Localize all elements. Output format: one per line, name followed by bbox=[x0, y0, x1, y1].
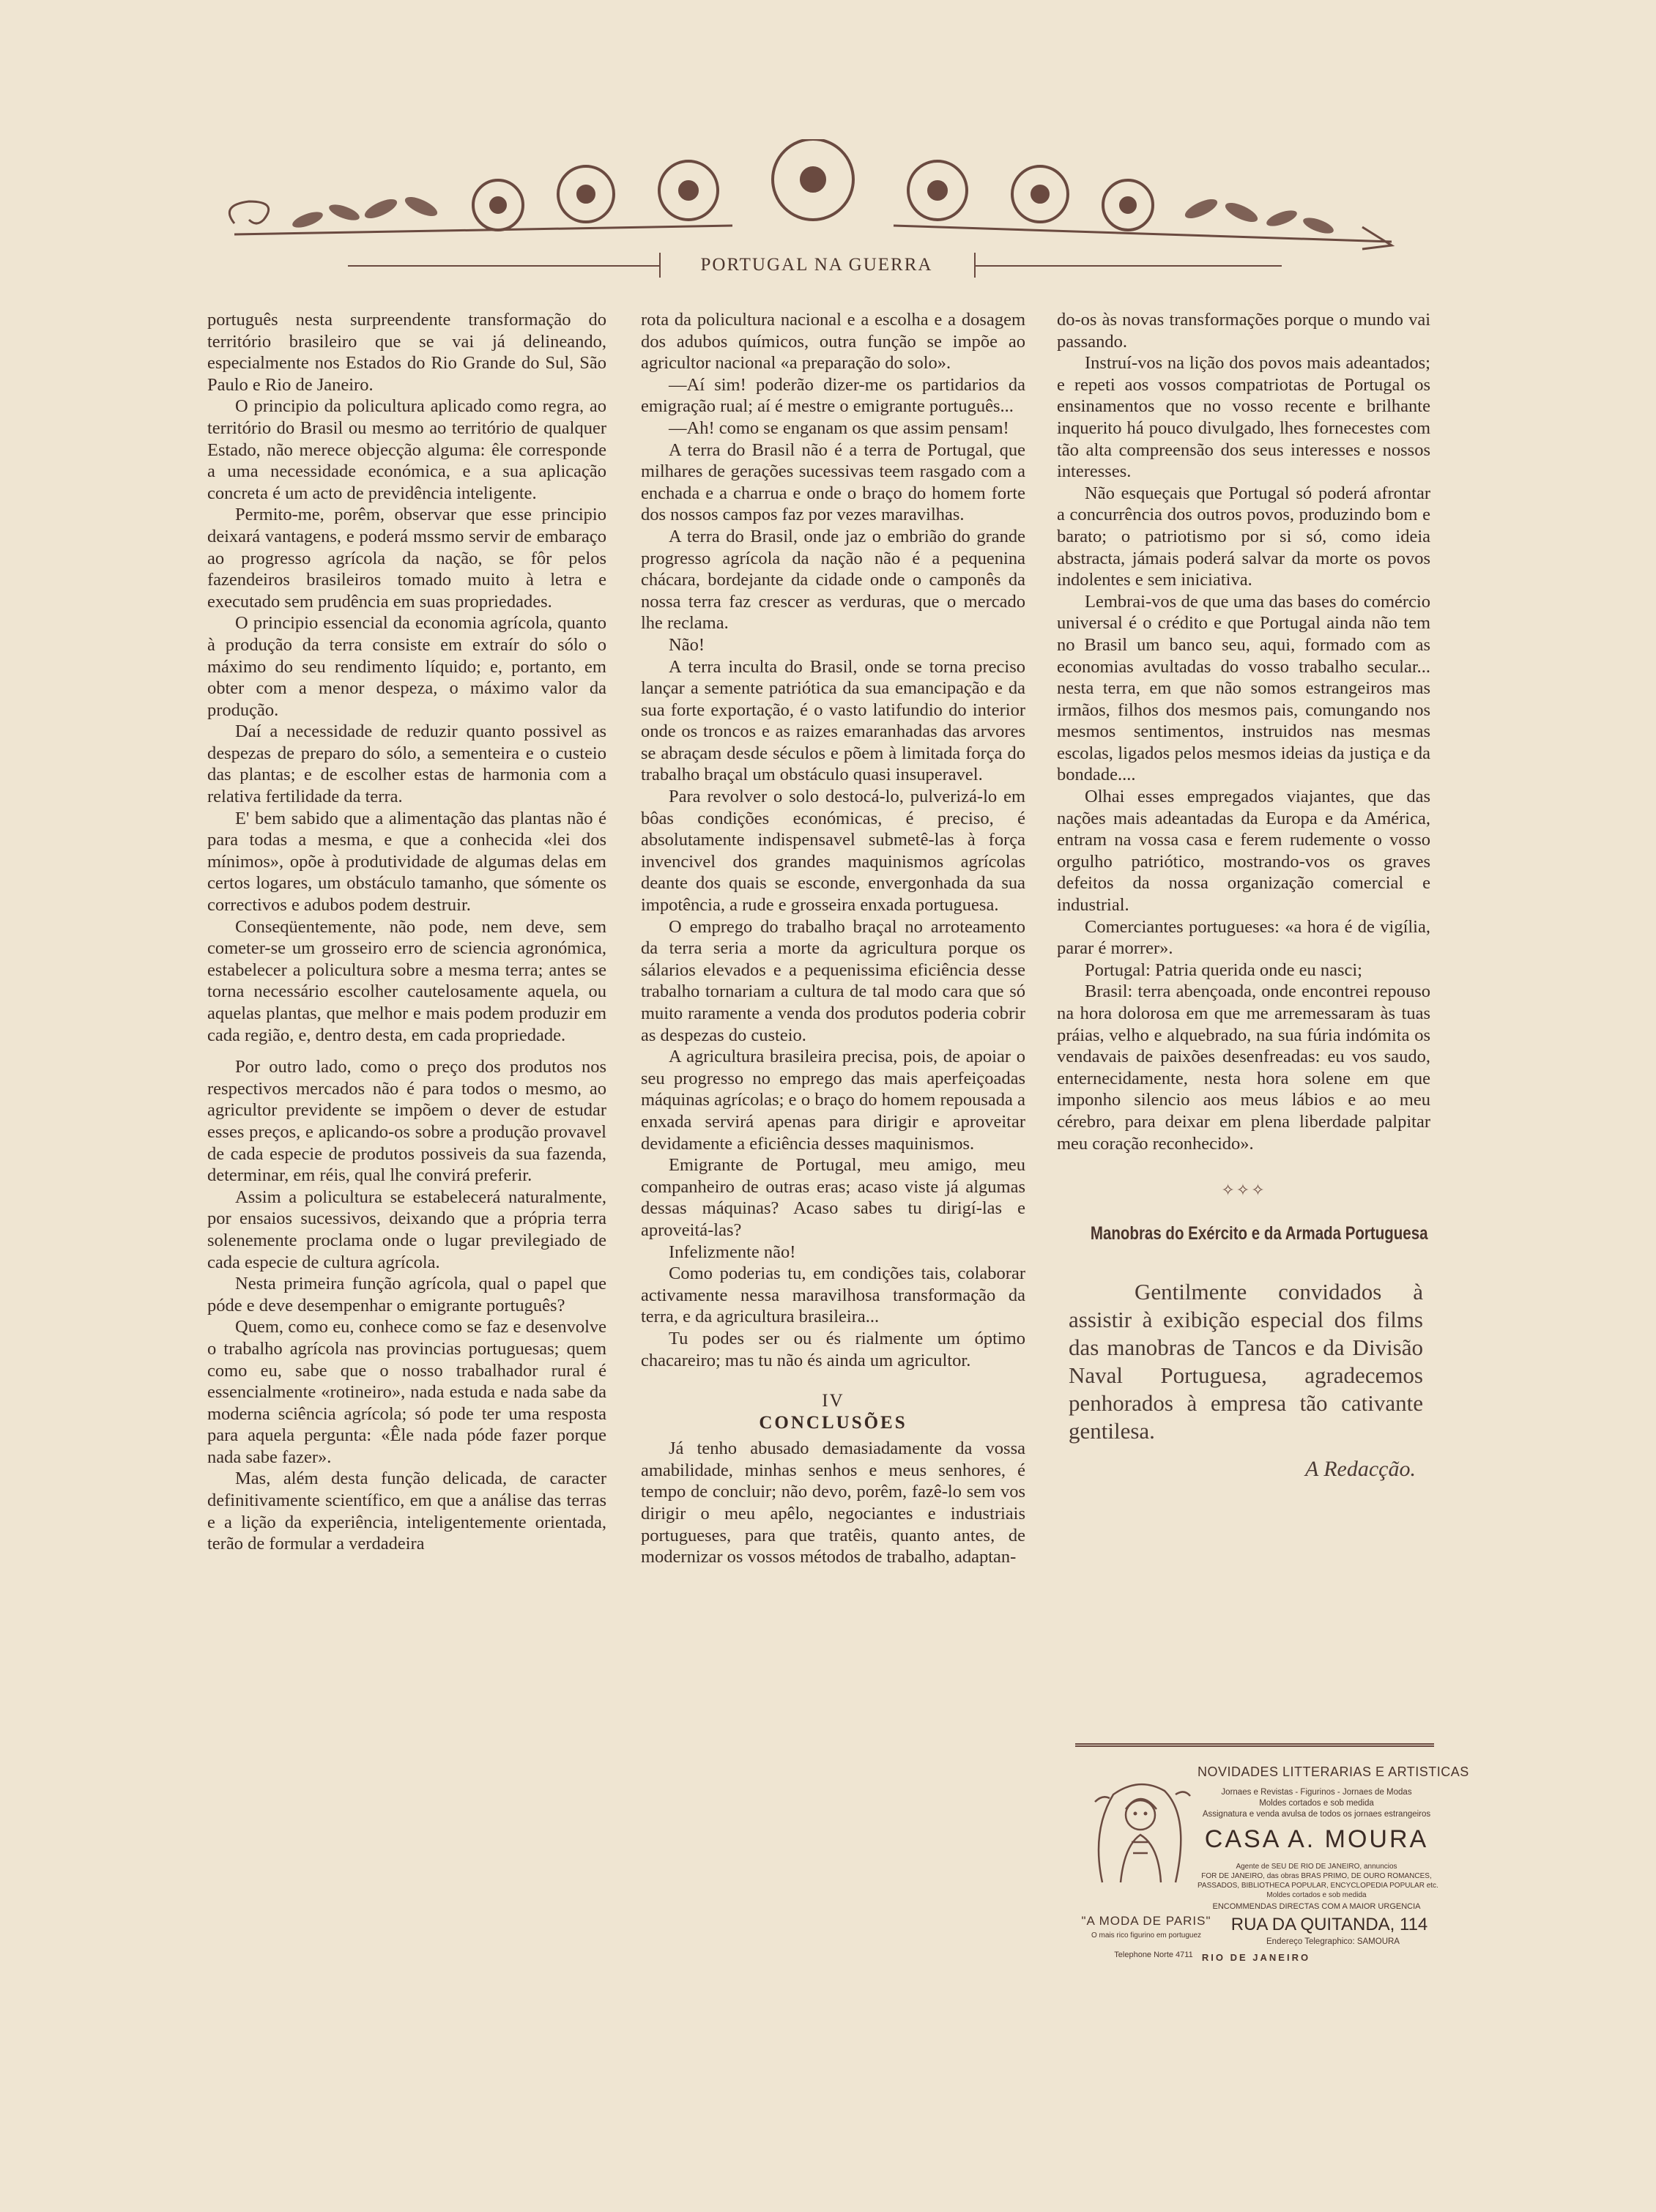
ad-street: RUA DA QUITANDA, 114 bbox=[1230, 1915, 1428, 1934]
paragraph: —Aí sim! poderão dizer-me os partidarios da emigração rual; aí é mestre o emigrante português... bbox=[641, 374, 1025, 417]
ornament-separator: ✧✧✧ bbox=[1221, 1181, 1266, 1200]
paragraph: Comerciantes portugueses: «a hora é de vigília, parar é morrer». bbox=[1057, 916, 1430, 959]
ad-line: Assignatura e venda avulsa de todos os jornaes estrangeiros bbox=[1202, 1810, 1431, 1819]
section-title: CONCLUSÕES bbox=[759, 1412, 907, 1433]
paragraph: Assim a policultura se estabelecerá naturalmente, por ensaios sucessivos, deixando que a própria terra solenemente proclama onde o lugar previlegiado de cada especie de cultura agrícola. bbox=[207, 1187, 606, 1272]
article-column-1 bbox=[207, 309, 606, 1555]
paragraph: Quem, como eu, conhece como se faz e desenvolve o trabalho agrícola nas provincias portuguesas; quem como eu, sabe que o nosso trabalhador rural é essencialmente «rotineiro», nada estuda e nada sabe da moderna sciência agrícola; só pode ter uma resposta para aquela pergunta: «Êle nada póde fazer porque nada sabe fazer». bbox=[207, 1317, 606, 1467]
article-column-3 bbox=[1057, 309, 1430, 1480]
paragraph: Não esqueçais que Portugal só poderá afrontar a concurrência dos outros povos, produzindo bom e barato; o patriotismo por si só, como ideia abstracta, jámais poderá salvar da morte os povos indolentes e sem iniciativa. bbox=[1057, 483, 1430, 590]
ad-detail: Moldes cortados e sob medida bbox=[1266, 1891, 1367, 1899]
paragraph: do-os às novas transformações porque o mundo vai passando. bbox=[1057, 310, 1430, 352]
ad-city: RIO DE JANEIRO bbox=[1201, 1952, 1311, 1963]
paragraph: A terra do Brasil não é a terra de Portugal, que milhares de gerações sucessivas teem rasgado com a enchada e a charrua e onde o braço do homem forte dos nossos campos faz por vezes maravilhas. bbox=[641, 439, 1025, 525]
ad-line: Jornaes e Revistas - Figurinos - Jornaes de Modas bbox=[1221, 1788, 1412, 1797]
lady-portrait-logo-icon bbox=[1080, 1773, 1198, 1893]
paragraph: A agricultura brasileira precisa, pois, de apoiar o seu progresso no emprego das mais aperfeiçoadas máquinas agrícolas; e o braço do homem repousada a enxada servirá apenas para dirigir e aproveitar devidamente a eficiência desses maquinismos. bbox=[641, 1047, 1025, 1154]
ad-telegraph: Endereço Telegraphico: SAMOURA bbox=[1266, 1937, 1400, 1946]
ad-moda-subtitle: O mais rico figurino em portuguez bbox=[1091, 1931, 1202, 1940]
paragraph: Por outro lado, como o preço dos produtos nos respectivos mercados não é para todos o mesmo, ao agricultor previdente se impõem o dever de estudar esses preços, e aplicando-os sobre a produção provavel de cada especie de produtos possiveis da sua fazenda, determinar, em réis, qual lhe convirá preferir. bbox=[207, 1057, 606, 1186]
paragraph: A terra do Brasil, onde jaz o embrião do grande progresso agrícola da nação não é a pequenina chácara, bordejante da cidade onde o camponês da nossa terra faz crescer as verduras, que o mercado lhe reclama. bbox=[641, 526, 1025, 634]
advertisement-rule bbox=[1075, 1743, 1434, 1747]
paragraph: Infelizmente não! bbox=[669, 1242, 796, 1262]
paragraph: E' bem sabido que a alimentação das plantas não é para todas a mesma, e que a conhecida «lei dos mínimos», opõe à produtividade de algumas delas em certos logares, um obstáculo tamanho, que sómente os correctivos e adubos podem destruir. bbox=[207, 808, 606, 916]
paragraph: Permito-me, porêm, observar que esse principio deixará vantagens, e poderá mssmo servir de embaraço ao progresso agrícola da nação, se fôr pelos fazendeiros brasileiros tomado muito à letra e executado sem prudência em suas propriedades. bbox=[207, 505, 606, 612]
paragraph: Como poderias tu, em condições tais, colaborar activamente nessa maravilhosa transformação da terra, e da agricultura brasileira... bbox=[641, 1263, 1025, 1327]
paragraph: Portugal: Patria querida onde eu nasci; bbox=[1085, 960, 1362, 980]
paragraph: português nesta surpreendente transformação do território brasileiro que se vai já delineando, especialmente nos Estados do Rio Grande do Sul, São Paulo e Rio de Janeiro. bbox=[207, 310, 606, 395]
paragraph: —Ah! como se enganam os que assim pensam! bbox=[669, 417, 1009, 438]
article-column-2 bbox=[641, 309, 1025, 1568]
paragraph: Instruí-vos na lição dos povos mais adeantados; e repeti aos vossos compatriotas de Portugal os ensinamentos que no vosso recente e brilhante inquerito há pouco divulgado, lhes fornecestes com tão alta compreensão dos seus interesses e nossos interesses. bbox=[1057, 353, 1430, 482]
paragraph: Daí a necessidade de reduzir quanto possivel as despezas de preparo do sólo, a sementeira e o custeio das plantas; e de escolher estas de harmonia com a relativa fertilidade da terra. bbox=[207, 721, 606, 807]
ad-phone: Telephone Norte 4711 bbox=[1114, 1951, 1193, 1959]
notice-title: Manobras do Exército e da Armada Portuguesa bbox=[1090, 1222, 1428, 1244]
paragraph: Conseqüentemente, não pode, nem deve, sem cometer-se um grosseiro erro de sciencia agronómica, estabelecer a policultura sobre a mesma terra; antes se torna necessário escolher cautelosamente aquela, ou aquelas plantas, que melhor e mais podem produzir em cada região, e, dentro desta, em cada propriedade. bbox=[207, 916, 606, 1045]
header-rule-bar-left bbox=[659, 253, 661, 278]
ad-detail: Agente de SEU DE RIO DE JANEIRO, annuncios bbox=[1236, 1863, 1397, 1871]
paragraph: Lembrai-vos de que uma das bases do comércio universal é o crédito e que Portugal ainda não tem no Brasil um banco seu, aqui, formado com as economias avultadas do vosso trabalho secular... nesta terra, em que não somos estrangeiros mas irmãos, filhos dos mesmos pais, comungando nos mesmos sentimentos, instruidos nas mesmas escolas, ligados pelos mesmos ideias da justiça e da bondade.... bbox=[1057, 591, 1430, 785]
ad-line: Moldes cortados e sob medida bbox=[1259, 1799, 1374, 1808]
section-number: IV bbox=[822, 1391, 844, 1411]
paragraph: Nesta primeira função agrícola, qual o papel que póde e deve desempenhar o emigrante português? bbox=[207, 1274, 606, 1315]
header-rule-right bbox=[974, 265, 1282, 267]
notice-body: Gentilmente convidados à assistir à exibição especial dos films das manobras de Tancos e da Divisão Naval Portuguesa, agradecemos penhorados à empresa tão cativante gentilesa. bbox=[1069, 1279, 1423, 1444]
ad-orders: ENCOMMENDAS DIRECTAS COM A MAIOR URGENCIA bbox=[1212, 1902, 1421, 1911]
paragraph: O principio essencial da economia agrícola, quanto à produção da terra consiste em extraír do sólo o máximo do seu rendimento líquido; e, portanto, em obter com a menor despeza, o máximo valor da produção. bbox=[207, 613, 606, 720]
ad-detail: FOR DE JANEIRO, das obras BRAS PRIMO, DE OURO ROMANCES, bbox=[1201, 1872, 1432, 1880]
paragraph: Já tenho abusado demasiadamente da vossa amabilidade, minhas senhos e meus senhores, é tempo de concluir; não devo, porêm, fazê-lo sem vos dirigir o meu apêlo, negociantes e industriais portugueses, para que tratêis, quanto antes, de modernizar os vossos métodos de trabalho, adaptan- bbox=[641, 1439, 1025, 1567]
paragraph: Brasil: terra abençoada, onde encontrei repouso na hora dolorosa em que me arremessaram às tuas práias, velho e alquebrado, na sua fúria indómita os vendavais de paixões desenfreadas: eu vos saudo, enternecidamente, nesta hora solene em que imponho silencio aos meus lábios e ao meu cérebro, para deixar em plena liberdade palpitar meu coração reconhecido». bbox=[1057, 981, 1430, 1154]
ad-heading: NOVIDADES LITTERARIAS E ARTISTICAS bbox=[1198, 1764, 1469, 1779]
paragraph: rota da policultura nacional e a escolha e a dosagem dos adubos químicos, outra função se impõe ao agricultor nacional «a preparação do solo». bbox=[641, 310, 1025, 374]
paragraph: O emprego do trabalho braçal no arroteamento da terra seria a morte da agricultura porque os sálarios elevados e a pequenissima eficiência desse trabalho tornariam a cultura de tal modo cara que só muito raramente a venda dos produtos poderia cobrir as despezas do custeio. bbox=[641, 916, 1025, 1045]
paragraph: Mas, além desta função delicada, de caracter definitivamente scientífico, em que a análise das terras e a lição da experiência, inteligentemente orientada, terão de formular a verdadeira bbox=[207, 1469, 606, 1554]
paragraph: O principio da policultura aplicado como regra, ao território do Brasil ou mesmo ao território de qualquer Estado, não merece objecção alguma: êle corresponde a uma necessidade económica, e a sua aplicação concreta é um acto de previdência inteligente. bbox=[207, 396, 606, 503]
paragraph: Para revolver o solo destocá-lo, pulverizá-lo em bôas condições económicas, é preciso, é absolutamente indispensavel submetê-las à força invencivel dos grandes maquinismos agrícolas deante dos quais se esconde, envergonhada da sua impotência, a rude e grosseira enxada portuguesa. bbox=[641, 787, 1025, 916]
paragraph: Emigrante de Portugal, meu amigo, meu companheiro de outras eras; acaso viste já algumas dessas máquinas? Acaso sabes tu dirigí-las e aproveitá-las? bbox=[641, 1155, 1025, 1240]
ad-detail: PASSADOS, BIBLIOTHECA POPULAR, ENCYCLOPEDIA POPULAR etc. bbox=[1198, 1882, 1438, 1890]
paragraph: Olhai esses empregados viajantes, que das nações mais adeantadas da Europa e da América, entram na vossa casa e ferem rudemente o vosso orgulho patriótico, mostrando-vos os graves defeitos da nossa organização comercial e industrial. bbox=[1057, 787, 1430, 916]
running-title: PORTUGAL NA GUERRA bbox=[700, 255, 933, 275]
ad-shop-name: CASA A. MOURA bbox=[1204, 1825, 1429, 1853]
paragraph: Tu podes ser ou és rialmente um óptimo chacareiro; mas tu não és ainda um agricultor. bbox=[641, 1328, 1025, 1370]
ad-moda-title: "A MODA DE PARIS" bbox=[1081, 1914, 1211, 1928]
header-rule-left bbox=[348, 265, 659, 267]
advertisement-casa-moura bbox=[1073, 1758, 1469, 1970]
paragraph: A terra inculta do Brasil, onde se torna preciso lançar a semente patriótica da sua emancipação e da sua forte exportação, é o vasto latifundio do interior onde os troncos e as raizes emaranhadas das arvores se abraçam desde séculos e põem à limitada força do trabalho braçal um obstáculo quasi insuperavel. bbox=[641, 656, 1025, 785]
paragraph: Não! bbox=[669, 634, 705, 655]
notice-signature: A Redacção. bbox=[1304, 1457, 1416, 1482]
floral-garland-icon bbox=[220, 139, 1406, 271]
